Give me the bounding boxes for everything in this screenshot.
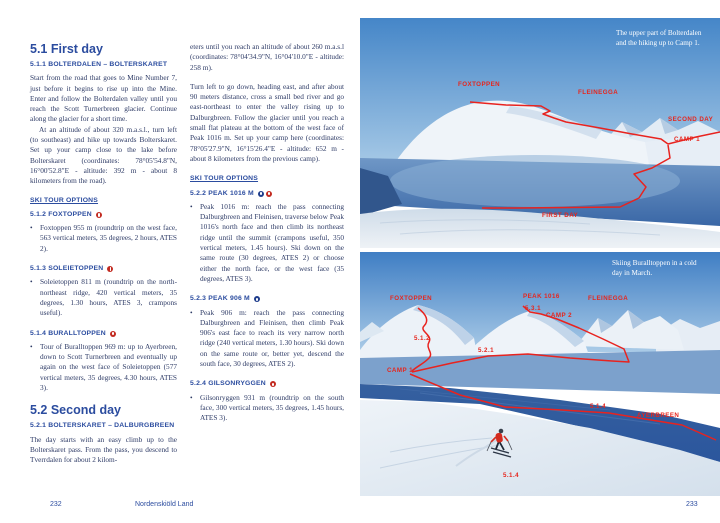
- bullet-item: [30, 342, 177, 393]
- subsection-5-1-1: [30, 60, 177, 70]
- subsection-5-1-1-label: 5.1.1 BOLTERDALEN – BOLTERSKARET: [30, 61, 168, 68]
- text-column-2: [190, 42, 344, 434]
- paragraph: Turn left to go down, heading east, and after about 90 meters distance, cross a small bed river and go east-northeast to enter the valley rising up to Dalburgbreen. Follow the glacier until you reach a small flat plateau at the bottom of the west face of Peak 1016 m. Set up your camp here (coordinates: 78°05'27.9"N, 16°15'26.4"E - altitude: 652 m - about 8 kilometers from the previous camp).: [190, 81, 344, 163]
- mountain-photo-graphic: [360, 252, 720, 496]
- subsection-5-1-4-label: 5.1.4 BURALLTOPPEN: [30, 329, 106, 337]
- ski-tour-options-heading: SKI TOUR OPTIONS: [190, 175, 259, 183]
- route-label-5-1-4: 5.1.4: [503, 472, 520, 479]
- subsection-5-2-1-label: 5.2.1 BOLTERSKARET – DALBURGBREEN: [30, 422, 175, 430]
- text-column-1: [30, 42, 177, 475]
- mountain-photo-graphic: [360, 18, 720, 248]
- camp-label-camp1: CAMP 1: [387, 367, 413, 374]
- paragraph: Start from the road that goes to Mine Number 7, just before it begins to rise up into the Mine. Enter and follow the Bolterdalen valley until you reach the Scott Turnerbreen glacier. Continue along the glacier for a short time.: [30, 73, 177, 124]
- photo-caption: Skiing Buralltoppen in a cold day in March.: [612, 259, 697, 277]
- bullet-item: [190, 393, 344, 424]
- bullet-text: Tour of Buralltoppen 969 m: up to Ayerbreen, down to Scott Turnerbreen and eventually up again on the west face of Soleietoppen (577 vertical meters, 35 degrees, 4.30 hours, ATES 3).: [40, 341, 177, 393]
- route-label-5-1-4: 5.1.4: [590, 403, 607, 410]
- route-difficulty-badge-icon: [107, 266, 113, 272]
- ski-option-5-2-3: [190, 294, 344, 369]
- subsection-5-2-3-label: 5.2.3 PEAK 906 M: [190, 295, 250, 303]
- subsection-5-2-4-label: 5.2.4 GILSONRYGGEN: [190, 380, 266, 388]
- page-number-right: 233: [686, 501, 698, 508]
- bullet-icon: •: [190, 392, 193, 402]
- bullet-text: Soleietoppen 811 m (roundtrip on the north-northeast ridge, 420 vertical meters, 35 degrees, 1.30 hours, ATES 3, crampons useful).: [40, 277, 177, 318]
- glacier-label-ayerbreen: AYERBREEN: [637, 412, 680, 419]
- ski-option-5-2-2: [190, 189, 344, 285]
- bullet-item: [30, 277, 177, 318]
- bullet-item: [30, 223, 177, 254]
- route-difficulty-badge-icon: [270, 381, 276, 387]
- camp-label-camp2: CAMP 2: [546, 312, 572, 319]
- peak-label-fleinegga: FLEINEGGA: [578, 89, 619, 96]
- route-difficulty-badge-icon: [266, 191, 272, 197]
- subsection-5-1-2: [30, 210, 177, 220]
- ski-option-5-1-2: [30, 210, 177, 254]
- paragraph: At an altitude of about 320 m.a.s.l., turn left (to southeast) and hike up towards Bolterskaret. Set up your camp close to the lake before Bolterskaret (coordinates: 78°05'54.8"N, 16°00'52.8"E - altitude: 392 m - about 8 kilometers from the road).: [30, 124, 177, 186]
- route-label-5-1-2: 5.1.2: [414, 335, 431, 342]
- camp-label-camp1: CAMP 1: [674, 136, 700, 143]
- peak-label-peak1016: PEAK 1016: [523, 293, 560, 300]
- route-difficulty-badge-icon: [96, 212, 102, 218]
- bullet-icon: •: [30, 277, 33, 287]
- bullet-icon: •: [30, 223, 33, 233]
- route-difficulty-badge-icon: [258, 191, 264, 197]
- route-difficulty-badge-icon: [254, 296, 260, 302]
- subsection-5-2-2-label: 5.2.2 PEAK 1016 M: [190, 189, 254, 197]
- paragraph: eters until you reach an altitude of about 260 m.a.s.l (coordinates: 78°04'34.9"N, 16°04'10.0"E - altitude: 258 m).: [190, 42, 344, 72]
- photo-bolterdalen: [360, 18, 720, 248]
- bullet-icon: •: [190, 307, 193, 317]
- subsection-5-1-3-label: 5.1.3 SOLEIETOPPEN: [30, 265, 104, 273]
- bullet-text: Peak 906 m: reach the pass connecting Dalburgbreen and Fleinisen, then climb Peak 906's east face to reach its very narrow north ridge (240 vertical meters, 1.30 hours). Ski down on the same route or, better yet, descend the south face, 30 degrees, ATES 2).: [200, 307, 344, 369]
- bullet-text: Foxtoppen 955 m (roundtrip on the west face, 563 vertical meters, 35 degrees, 2 hours, ATES 2).: [40, 223, 177, 253]
- ski-option-5-2-4: [190, 379, 344, 423]
- ski-option-5-1-3: [30, 264, 177, 318]
- subsection-5-2-1: [30, 421, 177, 431]
- subsection-5-1-2-label: 5.1.2 FOXTOPPEN: [30, 210, 92, 218]
- footer-section-label: Nordenskiöld Land: [135, 501, 194, 508]
- subsection-5-2-4: [190, 379, 344, 389]
- bullet-icon: •: [190, 201, 193, 211]
- bullet-item: [190, 308, 344, 370]
- bullet-item: [190, 202, 344, 284]
- subsection-5-2-2: [190, 189, 344, 199]
- subsection-5-2-3: [190, 294, 344, 304]
- route-label-second-day: SECOND DAY: [668, 116, 714, 123]
- paragraph: The day starts with an easy climb up to the Bolterskaret pass. From the pass, you descend to Tverrdalen for about 2 kilom-: [30, 434, 177, 465]
- bullet-text: Peak 1016 m: reach the pass connecting Dalburgbreen and Fleinisen, traverse below Peak 1016's north face and then climb its northeast ridge until the summit (crampons useful, 350 vertical meters, 1.45 hours). Ski down on the same route (30 degrees, ATES 2) or choose either the north face, or the west face (35 degrees, ATES 3).: [200, 201, 344, 283]
- route-difficulty-badge-icon: [110, 331, 116, 337]
- bullet-icon: •: [30, 341, 33, 351]
- bullet-text: Gilsonryggen 931 m (roundtrip on the south face, 300 vertical meters, 35 degrees, 1.45 hours, ATES 3).: [200, 392, 344, 423]
- ski-option-5-1-4: [30, 329, 177, 394]
- peak-label-foxtoppen: FOXTOPPEN: [458, 81, 501, 88]
- photo-caption: The upper part of Bolterdalen and the hiking up to Camp 1.: [616, 29, 702, 47]
- route-label-first-day: FIRST DAY: [542, 212, 579, 219]
- peak-label-fleinegga: FLEINEGGA: [588, 295, 629, 302]
- subsection-5-1-3: [30, 264, 177, 274]
- peak-label-foxtoppen: FOXTOPPEN: [390, 295, 433, 302]
- page-number-left: 232: [50, 501, 62, 508]
- section-heading-5-2: 5.2 Second day: [30, 403, 122, 418]
- subsection-5-1-4: [30, 329, 177, 339]
- route-label-5-3-1: 5.3.1: [525, 305, 542, 312]
- section-heading-5-1: 5.1 First day: [30, 42, 103, 56]
- ski-tour-options-heading: SKI TOUR OPTIONS: [30, 196, 99, 204]
- photo-buralltoppen: [360, 252, 720, 496]
- route-label-5-2-1: 5.2.1: [478, 347, 495, 354]
